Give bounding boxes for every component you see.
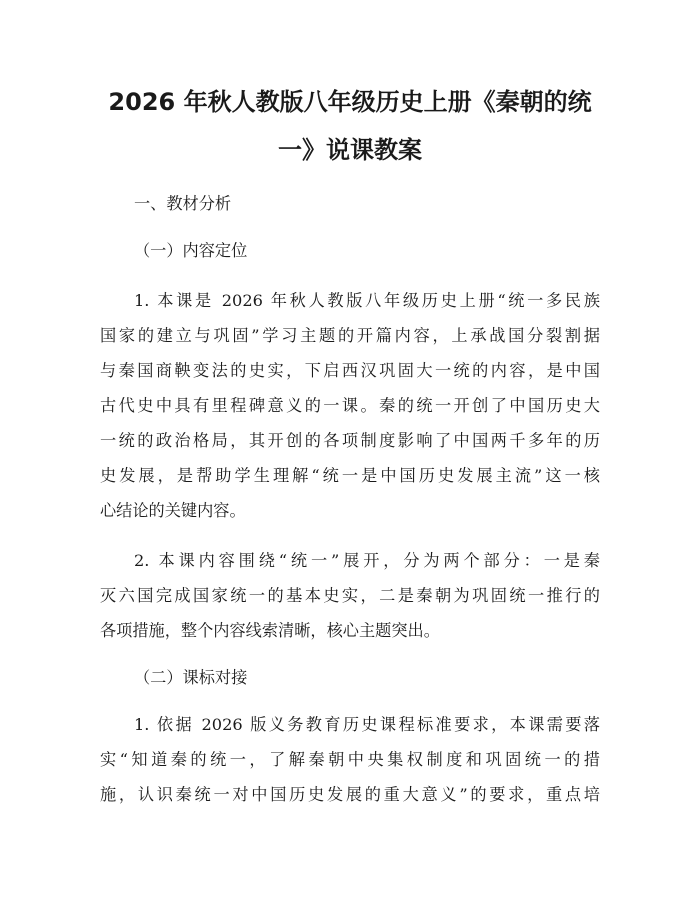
paragraph-1-line: 与秦国商鞅变法的史实，下启西汉巩固大一统的内容，是中国 xyxy=(100,361,600,380)
paragraph-1-line: 1. 本课是 2026 年秋人教版八年级历史上册“统一多民族 xyxy=(134,291,600,310)
subheading-curriculum-alignment: （二）课标对接 xyxy=(134,668,248,687)
paragraph-2-line: 2. 本课内容围绕“统一”展开，分为两个部分：一是秦 xyxy=(134,551,600,570)
paragraph-2-line: 灭六国完成国家统一的基本史实，二是秦朝为巩固统一推行的 xyxy=(100,586,600,605)
paragraph-3-line: 施，认识秦统一对中国历史发展的重大意义”的要求，重点培 xyxy=(100,785,600,804)
subheading-content-positioning: （一）内容定位 xyxy=(134,241,248,260)
paragraph-3-line: 实“知道秦的统一，了解秦朝中央集权制度和巩固统一的措 xyxy=(100,750,600,769)
document-title-line-2: 一》说课教案 xyxy=(278,136,422,164)
paragraph-1-line: 古代史中具有里程碑意义的一课。秦的统一开创了中国历史大 xyxy=(100,396,600,415)
paragraph-1-line: 一统的政治格局，其开创的各项制度影响了中国两千多年的历 xyxy=(100,431,600,450)
paragraph-3-line: 1. 依据 2026 版义务教育历史课程标准要求，本课需要落 xyxy=(134,715,600,734)
paragraph-1-line: 史发展，是帮助学生理解“统一是中国历史发展主流”这一核 xyxy=(100,466,600,485)
paragraph-1-line: 心结论的关键内容。 xyxy=(100,501,246,520)
section-heading-textbook-analysis: 一、教材分析 xyxy=(134,194,232,213)
paragraph-1-line: 国家的建立与巩固”学习主题的开篇内容，上承战国分裂割据 xyxy=(100,326,600,345)
document-title-line-1: 2026 年秋人教版八年级历史上册《秦朝的统 xyxy=(108,88,592,116)
paragraph-2-line: 各项措施，整个内容线索清晰，核心主题突出。 xyxy=(100,621,440,640)
